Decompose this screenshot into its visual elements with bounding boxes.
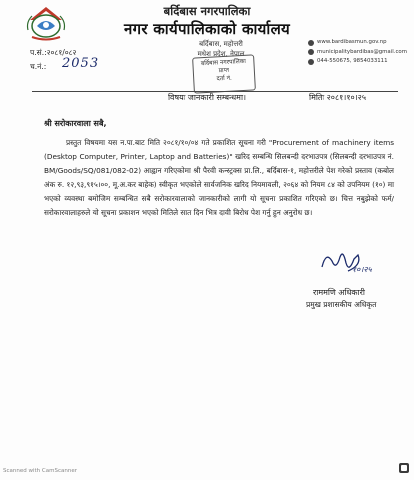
received-stamp bbox=[192, 54, 256, 93]
office-location-line: बर्दिबास, महोत्तरी bbox=[199, 40, 243, 48]
stamp-line: प्राप्त bbox=[218, 66, 230, 75]
contact-website bbox=[308, 38, 407, 48]
office-location-line: मधेश प्रदेश, नेपाल bbox=[197, 50, 245, 58]
contact-email bbox=[308, 48, 407, 58]
scanner-footer: Scanned with CamScanner bbox=[3, 468, 77, 474]
signatory-name: राममणि अधिकारी bbox=[313, 288, 365, 297]
body-paragraph: प्रस्तुत विषयमा यस न.पा.बाट मिति २०८१/१०/०४ गते प्रकाशित सूचना गरी "Procurement of machinery items (Desktop Computer, Printer, Laptop and Batteries)" खरिद सम्बन्धि सिलबन्दी दरभाउपत्र (सिलबन्दी दरभाउपत्र नं. BM/Goods/SQ/081/082-02) आह्वान गरिएकोमा श्री पैरवी कन्स्ट्रक्स प्रा.लि., बर्दिबास-१, महोत्तरीले पेश गरेको प्रस्ताव (कबोल अंक रु. १२,९३,९१५।००, मू.अ.कर बाहेक) स्वीकृत भएकोले सार्वजनिक खरिद नियमावली, २०६४ को नियम ८४ को उपनियम (१०) मा भएको व्यवस्था बमोजिम सम्बन्धित सबै सरोकारवालाको जानकारीको लागी यो सूचना प्रकाशित गरिएको छ। चित्त नबुझेको फर्म/सरोकारवालाहरुले यो सूचना प्रकाशन भएको मितिले सात दिन भित्र दावी बिरोध पेश गर्नु हुन अनुरोध छ। bbox=[44, 138, 394, 217]
letter-number: प.सं.:२०८१/०८२ bbox=[30, 48, 77, 57]
email-text: municipalitybardibas@gmail.com bbox=[317, 48, 407, 55]
stamp-line: बर्दिबास नगरपालिका bbox=[200, 57, 247, 68]
signature-date-handwritten: १०।२५ bbox=[352, 265, 372, 274]
letter-date: मितिः २०८१।१०।२५ bbox=[309, 93, 366, 102]
contact-block bbox=[308, 38, 407, 67]
subject-line: विषयः जानकारी सम्बन्धमा। bbox=[167, 93, 247, 102]
stamp-line: दर्ता नं. bbox=[216, 74, 233, 83]
dispatch-number-handwritten: 2053 bbox=[62, 56, 100, 71]
website-text: www.bardibasmun.gov.np bbox=[317, 39, 387, 45]
phone-icon bbox=[308, 59, 314, 65]
signatory-title: प्रमुख प्रशासकीय अधिकृत bbox=[306, 300, 377, 309]
dispatch-number-label: च.नं.: bbox=[30, 62, 47, 71]
globe-icon bbox=[308, 40, 314, 46]
letter-body bbox=[44, 136, 394, 220]
office-name: नगर कार्यपालिकाको कार्यालय bbox=[123, 20, 291, 38]
phone-text: 044-550675, 9854033111 bbox=[317, 58, 388, 64]
email-icon bbox=[308, 49, 314, 55]
municipality-name: बर्दिबास नगरपालिका bbox=[163, 4, 251, 18]
addressee: श्री सरोकारवाला सबै, bbox=[44, 119, 107, 128]
contact-phone bbox=[308, 57, 407, 67]
camscanner-logo-icon bbox=[398, 462, 410, 474]
